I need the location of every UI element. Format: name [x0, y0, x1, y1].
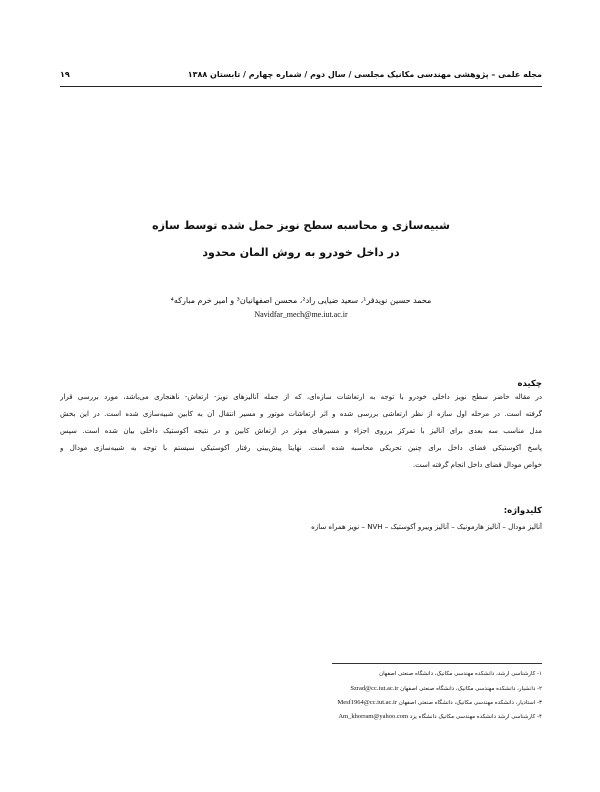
footnote-email: Mesf1964@cc.iut.ac.ir — [337, 699, 398, 706]
footnote-2 — [350, 685, 542, 692]
footnote-1 — [379, 671, 542, 677]
journal-info: مجله علمی – پژوهشی مهندسی مکانیک مجلسی / سال دوم / شماره چهارم / تابستان ۱۳۸۸ — [187, 70, 542, 79]
corresponding-email: Navidfar_mech@me.iut.ac.ir — [254, 310, 348, 319]
title-line-1: شبیه‌سازی و محاسبه سطح نویز حمل شده توسط سازه — [152, 219, 450, 232]
footnote-email: Am_khorram@yahoo.com — [338, 713, 409, 720]
footnote-text: ۲- دانشیار، دانشکده مهندسی مکانیک، دانشگاه صنعتی اصفهان — [400, 686, 542, 692]
abstract-line: در مقاله حاضر سطح نویز داخلی خودرو با توجه به ارتعاشات سازه‌ای، که از جمله آنالیزهای نویز- ارتعاش- ناهنجاری می‌باشد، مورد بررسی قرار — [60, 393, 542, 401]
footnote-email: Szrad@cc.iut.ac.ir — [350, 685, 399, 692]
page-number: ۱۹ — [60, 70, 70, 79]
abstract-line: گرفته است. در مرحله اول سازه از نظر ارتعاشی بررسی شده و اثر ارتعاشات موتور و مسیر انتقال آن به کابین شبیه‌سازی شده است. در این بخش — [60, 410, 542, 418]
author-list: محمد حسین نویدفر¹، سعید ضیایی راد²، محسن اصفهانیان³ و امیر خرم مبارکه⁴ — [170, 296, 432, 305]
footnote-text: ۱- کارشناسی ارشد، دانشکده مهندسی مکانیک، دانشگاه صنعتی اصفهان — [379, 671, 542, 677]
abstract-line: مدل مناسب سه بعدی برای آنالیز با تمرکز برروی اجزاء و مسیرهای موثر در ارتعاش کابین و در نتیجه آکوستیک داخلی بیان شده است. سپس — [60, 427, 542, 435]
running-header — [60, 70, 542, 84]
abstract-heading: چکیده — [517, 379, 542, 389]
footnote-divider — [332, 663, 542, 664]
footnote-4 — [338, 713, 542, 720]
footnote-text: ۳- استادیار، دانشکده مهندسی مکانیک، دانشگاه صنعتی اصفهان — [398, 700, 542, 706]
abstract-line: خواص مودال فضای داخل انجام گرفته است. — [412, 461, 542, 469]
footnote-3 — [337, 699, 542, 706]
keywords-list: آنالیز مودال – آنالیز هارمونیک – آنالیز ویبرو آکوستیک – NVH – نویز همراه سازه — [311, 523, 542, 531]
abstract-line: پاسخ آکوستیکی فضای داخل برای چنین تحریکی محاسبه شده است. نهایتاً پیش‌بینی رفتار آکوستیکی سیستم با توجه به شبیه‌سازی مودال و — [60, 444, 542, 452]
header-divider — [60, 86, 542, 87]
footnote-text: ۴- کارشناسی ارشد دانشکده مهندسی مکانیک دانشگاه یزد — [409, 714, 542, 720]
keywords-heading: کلیدواژه: — [503, 506, 542, 516]
title-line-2: در داخل خودرو به روش المان محدود — [202, 246, 400, 259]
